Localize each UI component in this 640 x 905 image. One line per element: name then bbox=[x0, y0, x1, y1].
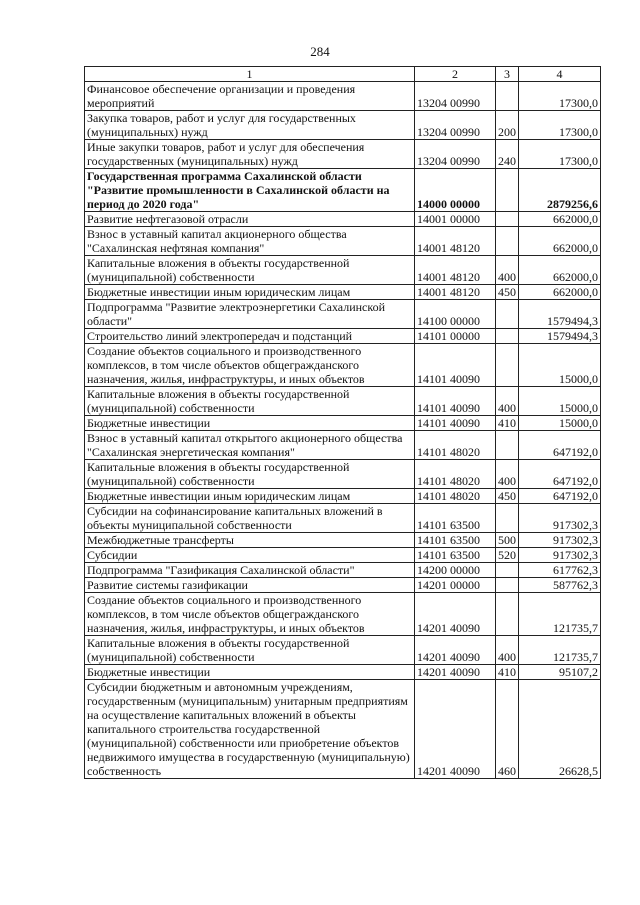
table-row bbox=[85, 227, 601, 256]
row-vr bbox=[496, 563, 519, 578]
row-vr bbox=[496, 329, 519, 344]
row-code: 14101 40090 bbox=[415, 416, 496, 431]
budget-table bbox=[84, 66, 601, 779]
row-vr: 520 bbox=[496, 548, 519, 563]
row-vr bbox=[496, 593, 519, 636]
row-name: Субсидии bbox=[85, 548, 415, 563]
column-header-name: 1 bbox=[85, 67, 415, 82]
table-row bbox=[85, 665, 601, 680]
row-name: Капитальные вложения в объекты государственной (муниципальной) собственности bbox=[85, 387, 415, 416]
row-name: Развитие системы газификации bbox=[85, 578, 415, 593]
row-code: 13204 00990 bbox=[415, 111, 496, 140]
row-name: Межбюджетные трансферты bbox=[85, 533, 415, 548]
row-code: 14001 48120 bbox=[415, 227, 496, 256]
table-row bbox=[85, 416, 601, 431]
row-sum: 1579494,3 bbox=[519, 300, 601, 329]
row-vr bbox=[496, 431, 519, 460]
row-name: Бюджетные инвестиции bbox=[85, 416, 415, 431]
row-vr bbox=[496, 300, 519, 329]
row-name: Капитальные вложения в объекты государственной (муниципальной) собственности bbox=[85, 460, 415, 489]
table-row bbox=[85, 548, 601, 563]
row-code: 14201 40090 bbox=[415, 680, 496, 779]
table-row bbox=[85, 578, 601, 593]
row-name: Бюджетные инвестиции иным юридическим лицам bbox=[85, 489, 415, 504]
row-vr: 400 bbox=[496, 256, 519, 285]
row-sum: 121735,7 bbox=[519, 593, 601, 636]
row-code: 14101 40090 bbox=[415, 344, 496, 387]
table-row bbox=[85, 533, 601, 548]
row-name: Строительство линий электропередач и подстанций bbox=[85, 329, 415, 344]
row-sum: 662000,0 bbox=[519, 285, 601, 300]
row-code: 14201 40090 bbox=[415, 665, 496, 680]
row-vr: 400 bbox=[496, 460, 519, 489]
row-code: 13204 00990 bbox=[415, 140, 496, 169]
row-sum: 15000,0 bbox=[519, 416, 601, 431]
row-vr bbox=[496, 227, 519, 256]
row-name: Создание объектов социального и производственного комплексов, в том числе объектов общегражданского назначения, жилья, инфраструктуры, и иных объектов bbox=[85, 593, 415, 636]
row-name: Взнос в уставный капитал открытого акционерного общества "Сахалинская энергетическая компания" bbox=[85, 431, 415, 460]
row-code: 13204 00990 bbox=[415, 82, 496, 111]
row-sum: 17300,0 bbox=[519, 82, 601, 111]
table-row bbox=[85, 489, 601, 504]
row-vr bbox=[496, 344, 519, 387]
row-name: Субсидии на софинансирование капитальных вложений в объекты муниципальной собственности bbox=[85, 504, 415, 533]
row-code: 14101 48020 bbox=[415, 489, 496, 504]
table-row bbox=[85, 563, 601, 578]
row-sum: 15000,0 bbox=[519, 387, 601, 416]
row-sum: 647192,0 bbox=[519, 431, 601, 460]
row-code: 14000 00000 bbox=[415, 169, 496, 212]
row-name: Бюджетные инвестиции bbox=[85, 665, 415, 680]
row-sum: 617762,3 bbox=[519, 563, 601, 578]
row-code: 14201 00000 bbox=[415, 578, 496, 593]
column-header-code: 2 bbox=[415, 67, 496, 82]
row-sum: 587762,3 bbox=[519, 578, 601, 593]
row-vr: 450 bbox=[496, 285, 519, 300]
row-sum: 2879256,6 bbox=[519, 169, 601, 212]
row-name: Капитальные вложения в объекты государственной (муниципальной) собственности bbox=[85, 256, 415, 285]
row-sum: 17300,0 bbox=[519, 111, 601, 140]
table-row bbox=[85, 504, 601, 533]
row-sum: 662000,0 bbox=[519, 227, 601, 256]
row-name: Развитие нефтегазовой отрасли bbox=[85, 212, 415, 227]
row-code: 14001 48120 bbox=[415, 285, 496, 300]
row-sum: 917302,3 bbox=[519, 533, 601, 548]
row-sum: 917302,3 bbox=[519, 548, 601, 563]
row-vr: 240 bbox=[496, 140, 519, 169]
row-code: 14001 48120 bbox=[415, 256, 496, 285]
row-name: Капитальные вложения в объекты государственной (муниципальной) собственности bbox=[85, 636, 415, 665]
row-vr: 200 bbox=[496, 111, 519, 140]
row-sum: 662000,0 bbox=[519, 212, 601, 227]
table-header-row bbox=[85, 67, 601, 82]
row-vr: 410 bbox=[496, 416, 519, 431]
table-row bbox=[85, 593, 601, 636]
row-vr: 400 bbox=[496, 387, 519, 416]
row-name: Создание объектов социального и производственного комплексов, в том числе объектов общегражданского назначения, жилья, инфраструктуры, и иных объектов bbox=[85, 344, 415, 387]
row-sum: 26628,5 bbox=[519, 680, 601, 779]
column-header-vr: 3 bbox=[496, 67, 519, 82]
row-name: Бюджетные инвестиции иным юридическим лицам bbox=[85, 285, 415, 300]
row-vr bbox=[496, 82, 519, 111]
column-header-sum: 4 bbox=[519, 67, 601, 82]
row-code: 14201 40090 bbox=[415, 593, 496, 636]
row-sum: 647192,0 bbox=[519, 460, 601, 489]
table-row bbox=[85, 169, 601, 212]
row-code: 14101 48020 bbox=[415, 431, 496, 460]
row-code: 14200 00000 bbox=[415, 563, 496, 578]
table-row bbox=[85, 285, 601, 300]
row-code: 14100 00000 bbox=[415, 300, 496, 329]
row-sum: 15000,0 bbox=[519, 344, 601, 387]
row-vr: 410 bbox=[496, 665, 519, 680]
row-name: Иные закупки товаров, работ и услуг для обеспечения государственных (муниципальных) нужд bbox=[85, 140, 415, 169]
row-name: Субсидии бюджетным и автономным учреждениям, государственным (муниципальным) унитарным предприятиям на осуществление капитальных вложений в объекты капитального строительства государственной (муниципальной) собственности или приобретение объектов недвижимого имущества в государственную (муниципальную) собственность bbox=[85, 680, 415, 779]
row-code: 14101 63500 bbox=[415, 533, 496, 548]
row-vr: 500 bbox=[496, 533, 519, 548]
table-row bbox=[85, 344, 601, 387]
row-sum: 95107,2 bbox=[519, 665, 601, 680]
row-vr: 450 bbox=[496, 489, 519, 504]
table-row bbox=[85, 680, 601, 779]
row-code: 14101 63500 bbox=[415, 504, 496, 533]
page-number: 284 bbox=[310, 44, 330, 59]
row-vr bbox=[496, 578, 519, 593]
row-vr bbox=[496, 504, 519, 533]
row-name: Подпрограмма "Развитие электроэнергетики Сахалинской области" bbox=[85, 300, 415, 329]
row-vr bbox=[496, 212, 519, 227]
row-code: 14101 48020 bbox=[415, 460, 496, 489]
table-row bbox=[85, 256, 601, 285]
table-row bbox=[85, 387, 601, 416]
table-row bbox=[85, 300, 601, 329]
row-code: 14001 00000 bbox=[415, 212, 496, 227]
table-row bbox=[85, 111, 601, 140]
row-sum: 917302,3 bbox=[519, 504, 601, 533]
row-name: Закупка товаров, работ и услуг для государственных (муниципальных) нужд bbox=[85, 111, 415, 140]
row-sum: 647192,0 bbox=[519, 489, 601, 504]
row-name: Государственная программа Сахалинской области "Развитие промышленности в Сахалинской области на период до 2020 года" bbox=[85, 169, 415, 212]
row-sum: 17300,0 bbox=[519, 140, 601, 169]
table-row bbox=[85, 431, 601, 460]
table-row bbox=[85, 140, 601, 169]
table-row bbox=[85, 460, 601, 489]
row-name: Финансовое обеспечение организации и проведения мероприятий bbox=[85, 82, 415, 111]
table-row bbox=[85, 212, 601, 227]
row-vr bbox=[496, 169, 519, 212]
table-row bbox=[85, 82, 601, 111]
row-code: 14101 40090 bbox=[415, 387, 496, 416]
row-code: 14201 40090 bbox=[415, 636, 496, 665]
row-vr: 400 bbox=[496, 636, 519, 665]
row-name: Подпрограмма "Газификация Сахалинской области" bbox=[85, 563, 415, 578]
row-code: 14101 00000 bbox=[415, 329, 496, 344]
row-vr: 460 bbox=[496, 680, 519, 779]
table-row bbox=[85, 636, 601, 665]
row-name: Взнос в уставный капитал акционерного общества "Сахалинская нефтяная компания" bbox=[85, 227, 415, 256]
row-code: 14101 63500 bbox=[415, 548, 496, 563]
row-sum: 121735,7 bbox=[519, 636, 601, 665]
row-sum: 662000,0 bbox=[519, 256, 601, 285]
table-row bbox=[85, 329, 601, 344]
row-sum: 1579494,3 bbox=[519, 329, 601, 344]
